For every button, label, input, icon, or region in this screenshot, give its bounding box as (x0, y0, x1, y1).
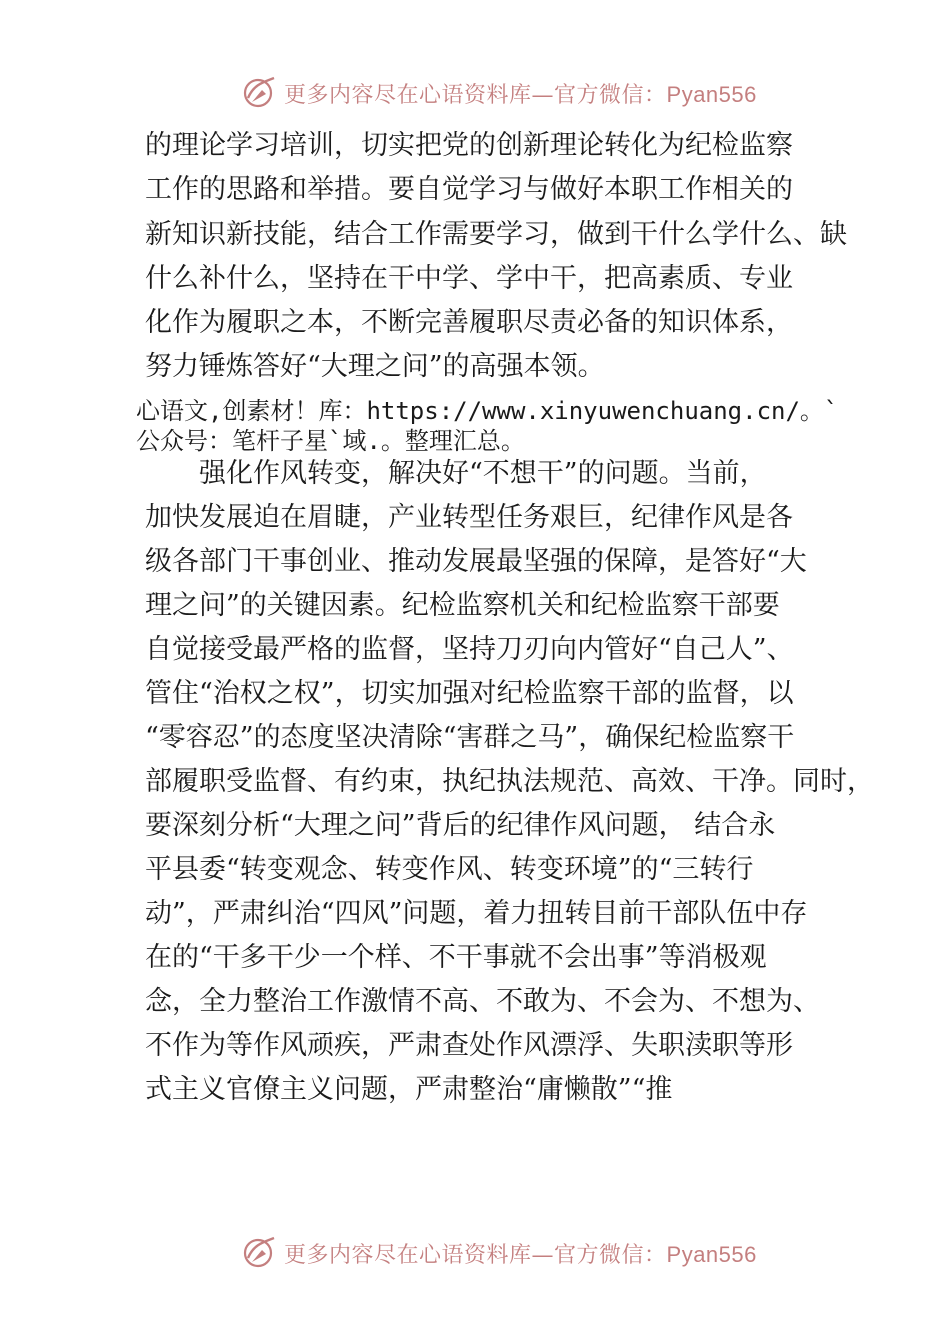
text-line: 加快发展迫在眉睫，产业转型任务艰巨，纪律作风是各 (145, 502, 793, 533)
text-line: 工作的思路和举措。要自觉学习与做好本职工作相关的 (145, 174, 793, 205)
text-line: 新知识新技能，结合工作需要学习，做到干什么学什么、缺 (145, 219, 847, 250)
text-line: 什么补什么，坚持在干中学、学中干，把高素质、专业 (145, 263, 793, 294)
text-line: 努力锤炼答好“大理之问”的高强本领。 (145, 351, 605, 382)
banner-text: 更多内容尽在心语资料库—官方微信：Pyan556 (284, 1242, 757, 1268)
text-line: 的理论学习培训，切实把党的创新理论转化为纪检监察 (145, 130, 793, 161)
text-line: 自觉接受最严格的监督，坚持刀刃向内管好“自己人”、 (145, 634, 794, 665)
text-line: 平县委“转变观念、转变作风、转变环境”的“三转行 (145, 854, 754, 885)
text-line: 不作为等作风顽疾，严肃查处作风漂浮、失职渎职等形 (145, 1030, 793, 1061)
text-line: 强化作风转变，解决好“不想干”的问题。当前， (145, 458, 767, 489)
text-line: 理之问”的关键因素。纪检监察机关和纪检监察干部要 (145, 590, 780, 621)
footer-watermark (0, 1232, 950, 1272)
text-line: 动”，严肃纠治“四风”问题，着力扭转目前干部队伍中存 (145, 898, 808, 929)
text-line: 在的“干多干少一个样、不干事就不会出事”等消极观 (145, 942, 767, 973)
text-line: 要深刻分析“大理之问”背后的纪律作风问题， 结合永 (145, 810, 776, 841)
text-line: 式主义官僚主义问题，严肃整治“庸懒散”“推 (145, 1074, 673, 1105)
text-line: 管住“治权之权”，切实加强对纪检监察干部的监督，以 (145, 678, 794, 709)
text-line: 化作为履职之本，不断完善履职尽责必备的知识体系， (145, 307, 793, 338)
text-line: 部履职受监督、有约束，执纪执法规范、高效、干净。同时， (145, 766, 874, 797)
notice-line: 心语文,创素材！库：https://www.xinyuwenchuang.cn/。` (136, 397, 839, 425)
brand-logo-icon (240, 1234, 278, 1270)
brand-logo-icon (240, 74, 278, 110)
text-line: “零容忍”的态度坚决清除“害群之马”，确保纪检监察干 (145, 722, 795, 753)
text-line: 念，全力整治工作激情不高、不敢为、不会为、不想为、 (145, 986, 820, 1017)
header-watermark (0, 72, 950, 112)
banner-text: 更多内容尽在心语资料库—官方微信：Pyan556 (284, 82, 757, 108)
text-line: 级各部门干事创业、推动发展最坚强的保障，是答好“大 (145, 546, 807, 577)
notice-line: 公众号：笔杆子星`域.。整理汇总。 (136, 427, 525, 455)
